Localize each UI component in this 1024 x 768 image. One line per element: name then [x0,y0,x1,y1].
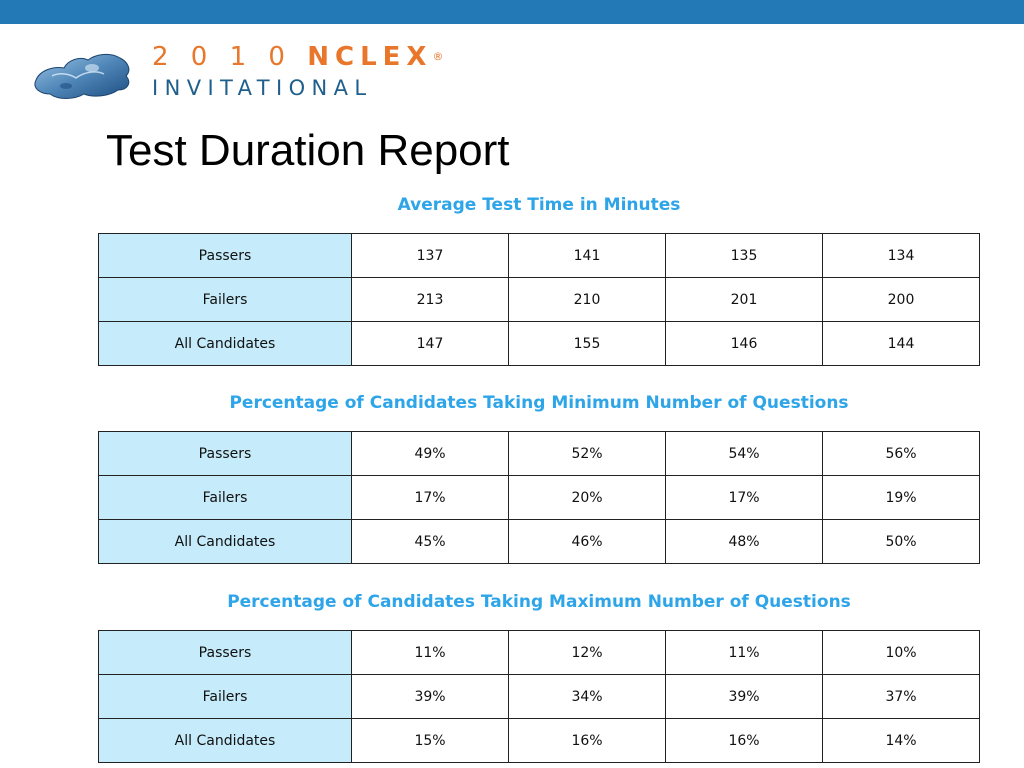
table-cell: 17% [352,476,509,520]
row-label: Passers [99,631,352,675]
table-cell: 141 [509,234,666,278]
logo-year: 2 0 1 0 [152,42,292,72]
table-row [99,278,980,322]
table-row [99,719,980,763]
logo-title [152,42,443,72]
table-cell: 10% [823,631,980,675]
table-cell: 39% [352,675,509,719]
logo-brand: NCLEX [307,42,433,72]
table-cell: 20% [509,476,666,520]
table-maximum-questions [98,630,980,763]
table-cell: 39% [666,675,823,719]
table-average-time [98,233,980,366]
table-cell: 146 [666,322,823,366]
row-label: Failers [99,476,352,520]
table-row [99,432,980,476]
table-row [99,631,980,675]
table-cell: 201 [666,278,823,322]
table-cell: 14% [823,719,980,763]
row-label: Passers [99,432,352,476]
table-cell: 147 [352,322,509,366]
row-label: Failers [99,278,352,322]
table-cell: 16% [509,719,666,763]
table-cell: 135 [666,234,823,278]
table-row [99,520,980,564]
table-cell: 134 [823,234,980,278]
section-title-maximum-questions: Percentage of Candidates Taking Maximum Number of Questions [227,592,851,612]
table-cell: 48% [666,520,823,564]
nclex-logo [30,40,444,104]
row-label: Failers [99,675,352,719]
row-label: All Candidates [99,719,352,763]
table-cell: 144 [823,322,980,366]
table-minimum-questions [98,431,980,564]
section-title-average-time: Average Test Time in Minutes [397,195,681,215]
table-cell: 52% [509,432,666,476]
table-cell: 155 [509,322,666,366]
top-accent-bar [0,0,1024,24]
table-row [99,234,980,278]
table-row [99,322,980,366]
puzzle-piece-icon [30,46,136,102]
row-label: Passers [99,234,352,278]
table-cell: 19% [823,476,980,520]
logo-subtitle: INVITATIONAL [152,76,373,100]
row-label: All Candidates [99,322,352,366]
table-row [99,476,980,520]
table-cell: 137 [352,234,509,278]
table-cell: 34% [509,675,666,719]
table-cell: 56% [823,432,980,476]
table-cell: 213 [352,278,509,322]
table-cell: 46% [509,520,666,564]
table-cell: 16% [666,719,823,763]
page-title: Test Duration Report [106,126,510,175]
logo-registered-mark: ® [432,50,444,63]
table-cell: 50% [823,520,980,564]
table-cell: 15% [352,719,509,763]
table-cell: 12% [509,631,666,675]
table-cell: 45% [352,520,509,564]
table-cell: 54% [666,432,823,476]
table-cell: 200 [823,278,980,322]
table-row [99,675,980,719]
row-label: All Candidates [99,520,352,564]
table-cell: 11% [666,631,823,675]
table-cell: 11% [352,631,509,675]
table-cell: 210 [509,278,666,322]
section-title-minimum-questions: Percentage of Candidates Taking Minimum Number of Questions [229,393,849,413]
table-cell: 37% [823,675,980,719]
table-cell: 17% [666,476,823,520]
table-cell: 49% [352,432,509,476]
